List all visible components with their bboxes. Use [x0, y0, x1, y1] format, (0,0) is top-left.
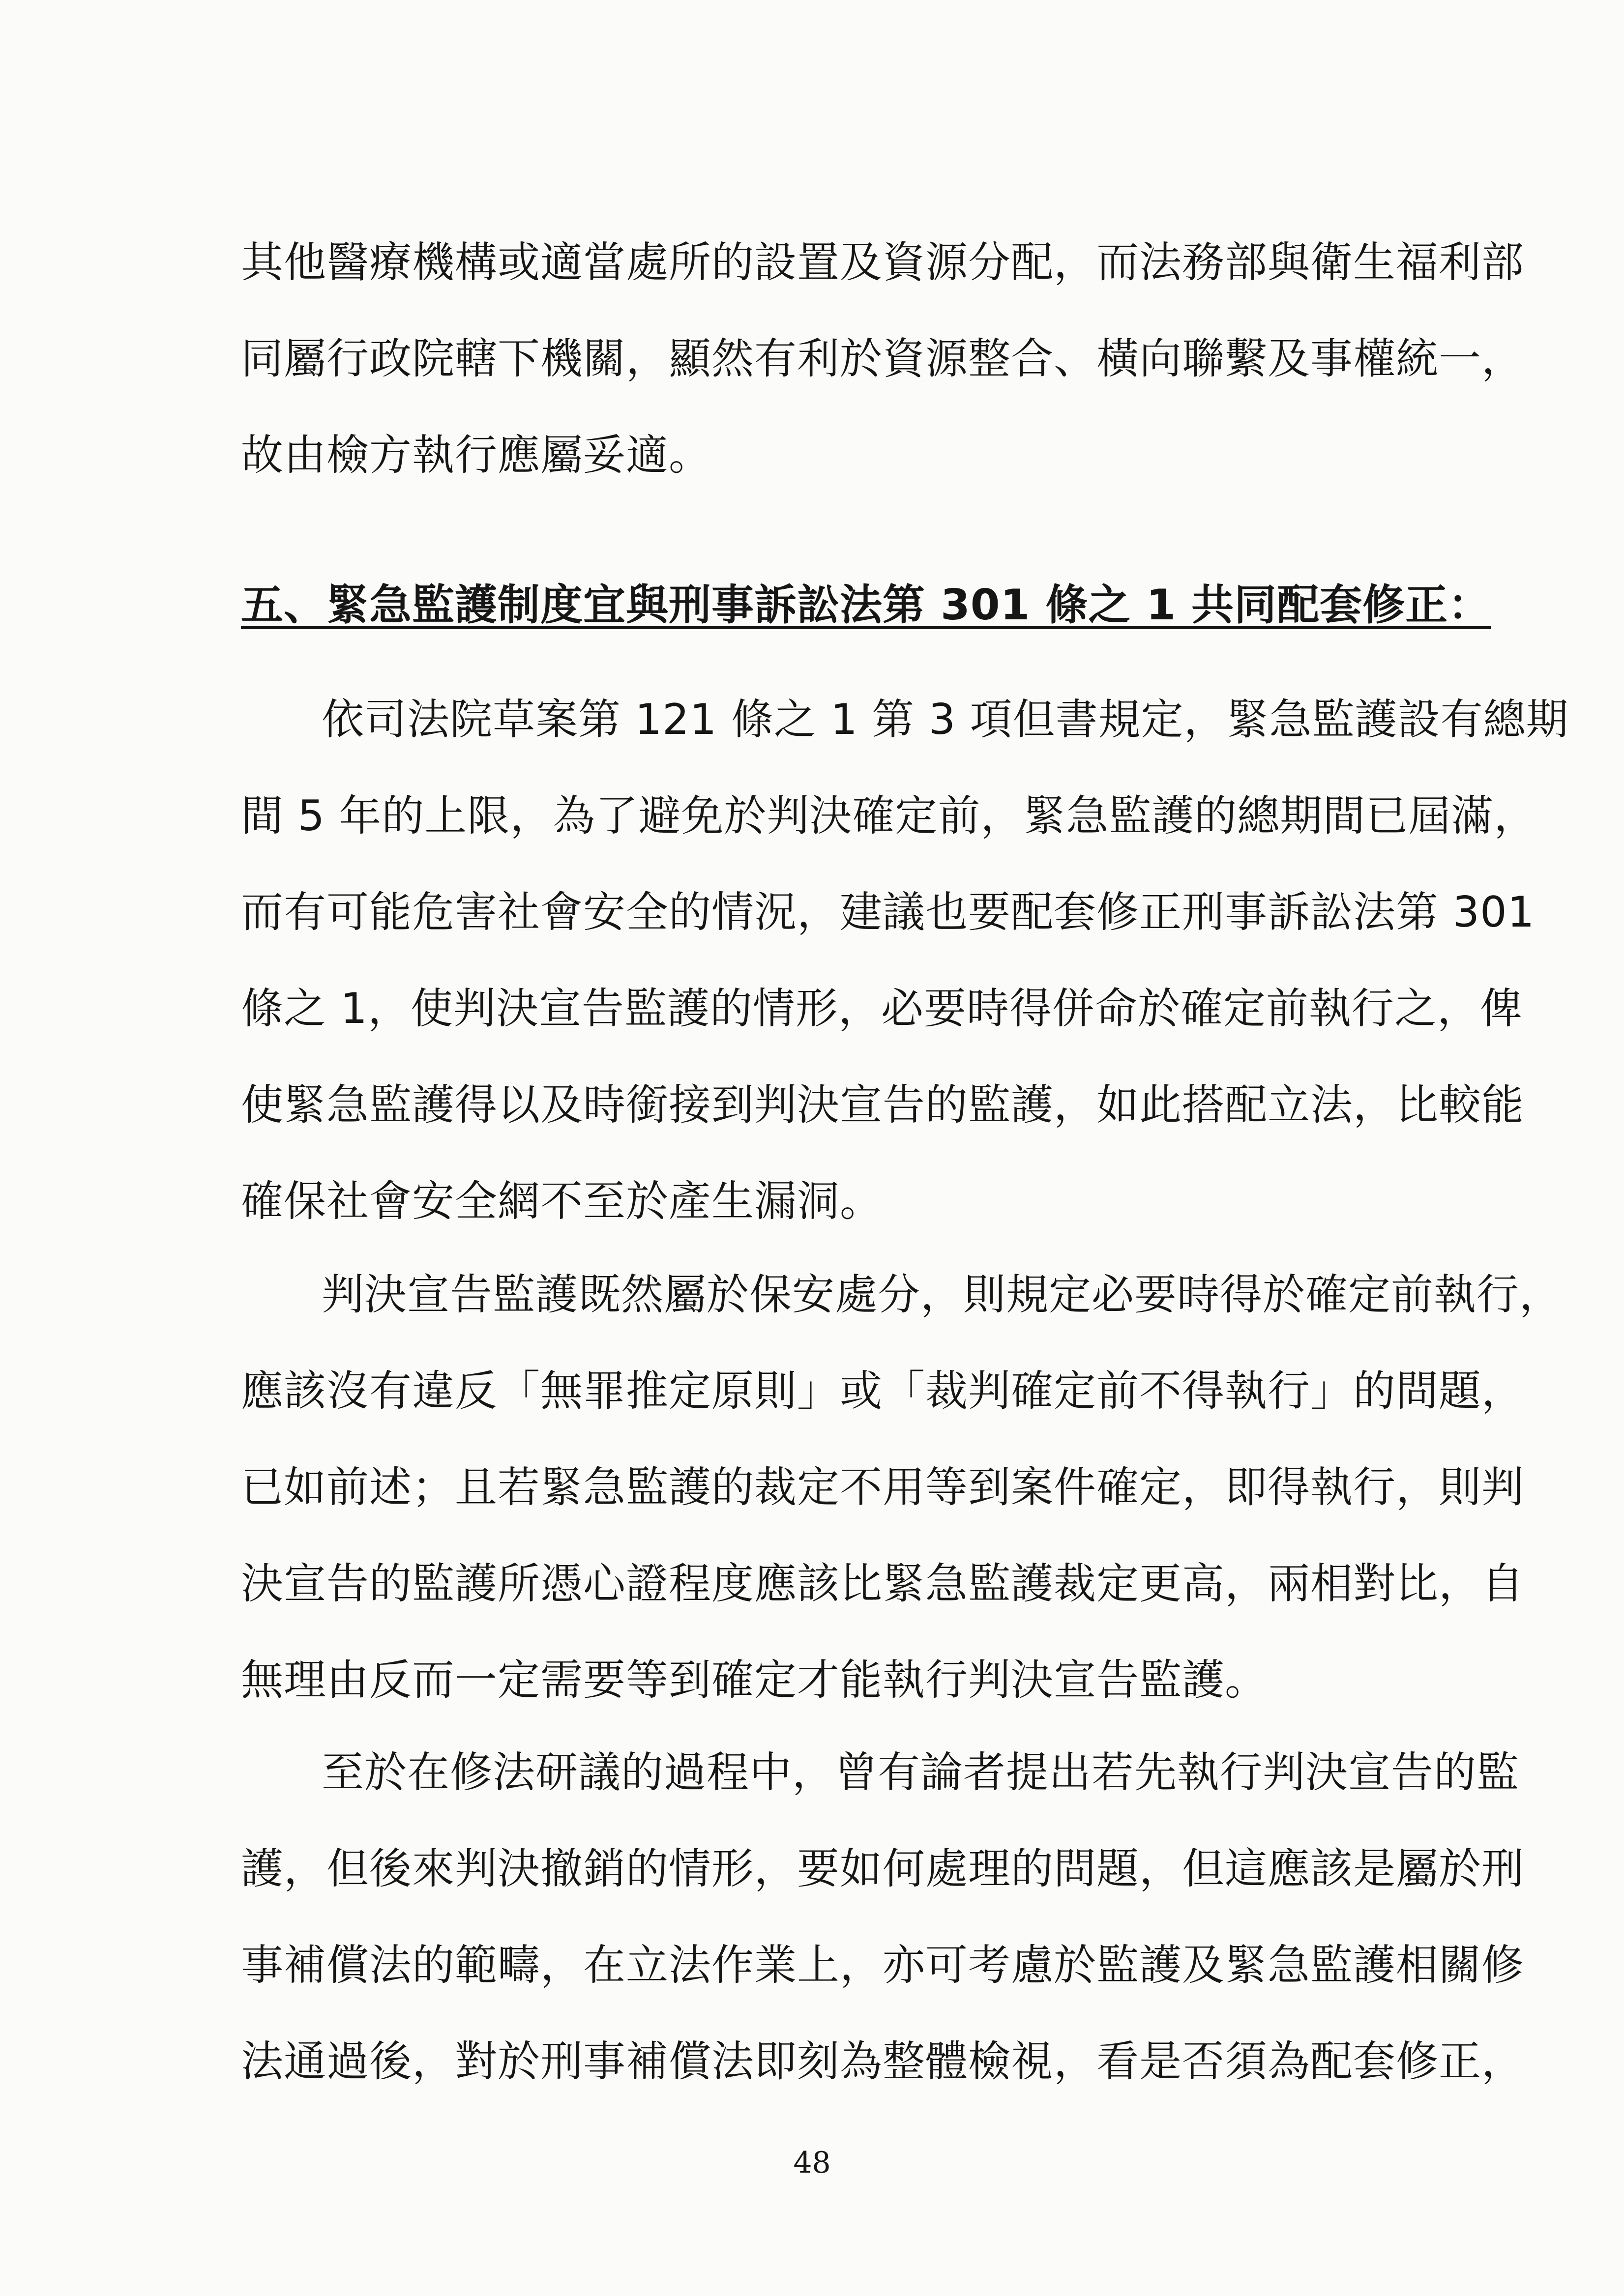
- text-line: 其他醫療機構或適當處所的設置及資源分配，而法務部與衛生福利部: [241, 238, 1524, 287]
- text-line: 條之 1，使判決宣告監護的情形，必要時得併命於確定前執行之，俾: [241, 984, 1523, 1033]
- text-line: 法通過後，對於刑事補償法即刻為整體檢視，看是否須為配套修正，: [241, 2037, 1524, 2086]
- text-line: 間 5 年的上限，為了避免於判決確定前，緊急監護的總期間已屆滿，: [241, 791, 1537, 841]
- text-line: 應該沒有違反「無罪推定原則」或「裁判確定前不得執行」的問題，: [241, 1366, 1524, 1416]
- text-line: 事補償法的範疇，在立法作業上，亦可考慮於監護及緊急監護相關修: [241, 1941, 1524, 1990]
- text-line: 決宣告的監護所憑心證程度應該比緊急監護裁定更高，兩相對比，自: [241, 1559, 1524, 1608]
- text-line: 判決宣告監護既然屬於保安處分，則規定必要時得於確定前執行，: [322, 1270, 1562, 1319]
- paragraph-3: [241, 1724, 1524, 2110]
- paragraph-1: [241, 671, 1569, 1250]
- text-line: 同屬行政院轄下機關，顯然有利於資源整合、橫向聯繫及事權統一，: [241, 334, 1524, 383]
- text-line: 確保社會安全網不至於產生漏洞。: [241, 1177, 883, 1226]
- text-line: 而有可能危害社會安全的情況，建議也要配套修正刑事訴訟法第 301: [241, 888, 1535, 937]
- section-heading: 五、緊急監護制度宜與刑事訴訟法第 301 條之 1 共同配套修正：: [241, 581, 1491, 630]
- text-line: 依司法院草案第 121 條之 1 第 3 項但書規定，緊急監護設有總期: [322, 695, 1569, 744]
- text-line: 護，但後來判決撤銷的情形，要如何處理的問題，但這應該是屬於刑: [241, 1844, 1524, 1893]
- text-line: 無理由反而一定需要等到確定才能執行判決宣告監護。: [241, 1656, 1268, 1705]
- page-number: 48: [793, 2146, 831, 2180]
- text-line: 已如前述；且若緊急監護的裁定不用等到案件確定，即得執行，則判: [241, 1463, 1524, 1512]
- paragraph-2: [241, 1247, 1562, 1728]
- text-line: 使緊急監護得以及時銜接到判決宣告的監護，如此搭配立法，比較能: [241, 1080, 1524, 1130]
- text-line: 故由檢方執行應屬妥適。: [241, 431, 711, 480]
- paragraph-continuation: [241, 214, 1524, 503]
- text-line: 至於在修法研議的過程中，曾有論者提出若先執行判決宣告的監: [322, 1748, 1519, 1797]
